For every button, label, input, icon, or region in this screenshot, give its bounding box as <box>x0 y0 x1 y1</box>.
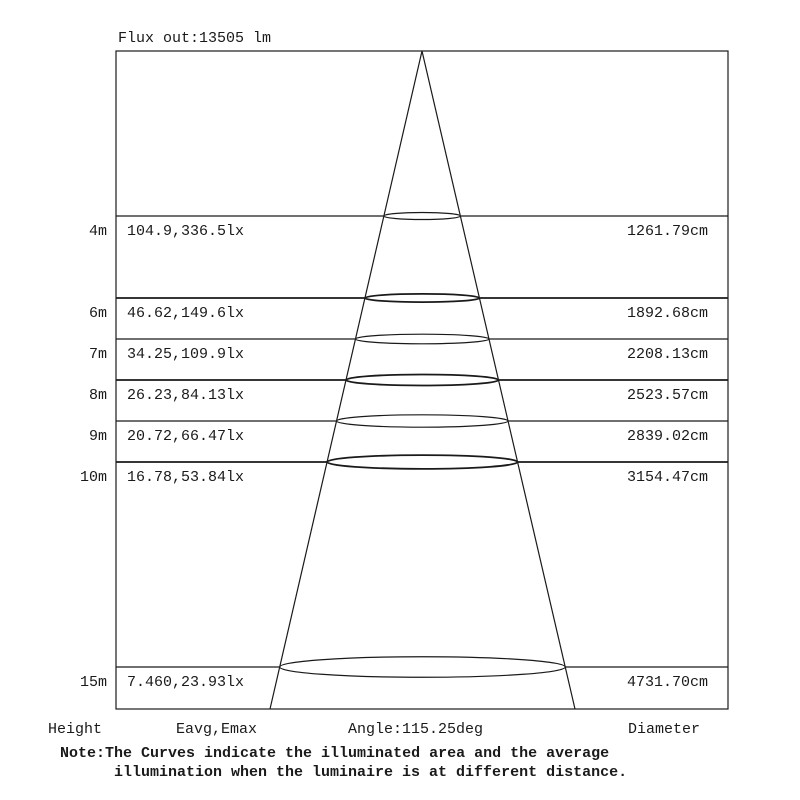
row-height-label: 8m <box>88 387 107 404</box>
row-illuminance-value: 104.9,336.5lx <box>127 223 245 240</box>
illumination-ellipse <box>365 294 479 302</box>
row-illuminance-value: 16.78,53.84lx <box>127 469 245 486</box>
row-diameter-value: 2208.13cm <box>626 346 708 363</box>
illumination-ellipse <box>346 375 499 386</box>
note-line-2: illumination when the luminaire is at different distance. <box>114 764 628 781</box>
distance-row-7m <box>89 334 728 363</box>
distance-row-4m <box>89 213 728 241</box>
row-illuminance-value: 46.62,149.6lx <box>127 305 245 322</box>
row-diameter-value: 4731.70cm <box>626 674 708 691</box>
eavg-emax-column-label: Eavg,Emax <box>176 721 258 738</box>
distance-row-15m <box>80 657 728 691</box>
distance-row-9m <box>89 415 728 445</box>
row-height-label: 7m <box>88 346 107 363</box>
row-diameter-value: 1261.79cm <box>626 223 708 240</box>
distance-row-6m <box>89 294 728 322</box>
row-height-label: 9m <box>88 428 107 445</box>
illumination-ellipse <box>327 455 518 469</box>
flux-label: Flux out:13505 lm <box>118 30 272 47</box>
row-illuminance-value: 26.23,84.13lx <box>127 387 245 404</box>
row-diameter-value: 2839.02cm <box>626 428 708 445</box>
note-label: Note: <box>60 745 106 762</box>
row-diameter-value: 3154.47cm <box>626 469 708 486</box>
row-diameter-value: 1892.68cm <box>626 305 708 322</box>
beam-angle-label: Angle:115.25deg <box>348 721 484 738</box>
illumination-ellipse <box>355 334 488 344</box>
height-column-label: Height <box>48 721 103 738</box>
diameter-column-label: Diameter <box>628 721 701 738</box>
illumination-ellipse <box>384 213 460 220</box>
illumination-ellipse <box>280 657 566 678</box>
row-height-label: 6m <box>88 305 107 322</box>
distance-row-8m <box>89 375 728 404</box>
row-diameter-value: 2523.57cm <box>626 387 708 404</box>
row-illuminance-value: 20.72,66.47lx <box>127 428 245 445</box>
distance-row-10m <box>80 455 728 486</box>
row-illuminance-value: 7.460,23.93lx <box>127 674 245 691</box>
row-height-label: 10m <box>79 469 107 486</box>
row-height-label: 15m <box>79 674 107 691</box>
illumination-ellipse <box>337 415 509 427</box>
row-height-label: 4m <box>88 223 107 240</box>
note-text <box>60 744 760 782</box>
distance-rows <box>80 213 728 692</box>
row-illuminance-value: 34.25,109.9lx <box>127 346 245 363</box>
note-line-1: The Curves indicate the illuminated area and the average <box>105 745 610 762</box>
